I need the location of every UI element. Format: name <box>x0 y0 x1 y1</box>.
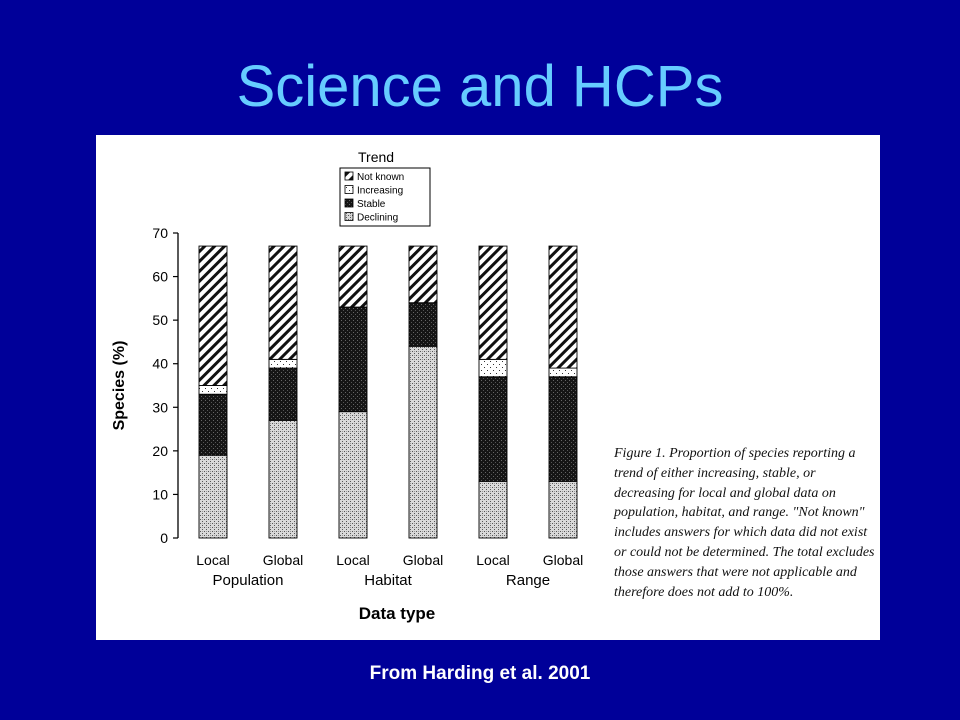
bar-stable-4 <box>479 377 507 482</box>
y-tick-label: 20 <box>152 442 168 459</box>
y-tick-label: 70 <box>152 225 168 241</box>
legend-label-stable: Stable <box>357 199 386 210</box>
legend-swatch-increasing <box>345 186 353 194</box>
x-axis-title: Data type <box>358 604 436 623</box>
y-tick-label: 30 <box>152 399 168 416</box>
chart-legend <box>340 149 430 226</box>
bar-declining-2 <box>339 412 367 538</box>
legend-swatch-not-known <box>345 172 353 180</box>
bar-stable-1 <box>269 368 297 420</box>
bar-declining-4 <box>479 481 507 538</box>
legend-label-declining: Declining <box>357 212 399 224</box>
y-tick-label: 50 <box>152 312 168 329</box>
bar-not-known-1 <box>269 246 297 359</box>
y-tick-label: 60 <box>152 268 168 285</box>
legend-swatch-stable <box>345 199 353 207</box>
x-tick-label: Global <box>542 552 584 568</box>
bar-increasing-0 <box>199 386 227 395</box>
legend-swatch-declining <box>345 213 353 221</box>
bar-not-known-3 <box>409 246 437 303</box>
bar-stable-5 <box>549 377 577 482</box>
figure-caption: Figure 1. Proportion of species reporting a trend of either increasing, stable, or decreasing for local and global data on population, habitat, and range. "Not known" includes answers for which data did not exist or could not be determined. The total excludes those answers that were not applicable and therefore does not add to 100%. <box>614 446 875 600</box>
x-tick-label: Global <box>262 552 304 568</box>
y-tick-label: 40 <box>152 355 168 372</box>
x-tick-label: Local <box>476 552 510 568</box>
y-tick-label: 0 <box>160 530 168 546</box>
bar-declining-3 <box>409 346 437 538</box>
chart-axes <box>111 225 178 546</box>
x-tick-label: Local <box>336 552 370 568</box>
legend-label-increasing: Increasing <box>357 185 404 197</box>
x-group-label: Population <box>212 572 284 589</box>
bar-not-known-5 <box>549 246 577 368</box>
chart-bars <box>199 246 577 538</box>
bar-not-known-2 <box>339 246 367 307</box>
source-citation: From Harding et al. 2001 <box>369 663 591 684</box>
bar-declining-0 <box>199 455 227 538</box>
y-tick-label: 10 <box>152 486 168 503</box>
legend-label-not-known: Not known <box>357 172 405 183</box>
chart-labels <box>196 552 583 623</box>
x-group-label: Habitat <box>364 572 412 589</box>
bar-stable-3 <box>409 303 437 347</box>
bar-declining-1 <box>269 420 297 538</box>
bar-increasing-5 <box>549 368 577 377</box>
slide-title: Science and HCPs <box>236 54 724 119</box>
y-axis-title: Species (%) <box>111 340 128 431</box>
bar-not-known-0 <box>199 246 227 385</box>
bar-increasing-1 <box>269 359 297 368</box>
bar-not-known-4 <box>479 246 507 359</box>
figure-panel <box>96 135 880 640</box>
x-tick-label: Global <box>402 552 444 568</box>
bar-increasing-4 <box>479 359 507 376</box>
bar-declining-5 <box>549 481 577 538</box>
x-group-label: Range <box>505 572 551 589</box>
legend-title: Trend <box>358 149 395 165</box>
x-tick-label: Local <box>196 552 230 568</box>
bar-stable-0 <box>199 394 227 455</box>
bar-stable-2 <box>339 307 367 412</box>
